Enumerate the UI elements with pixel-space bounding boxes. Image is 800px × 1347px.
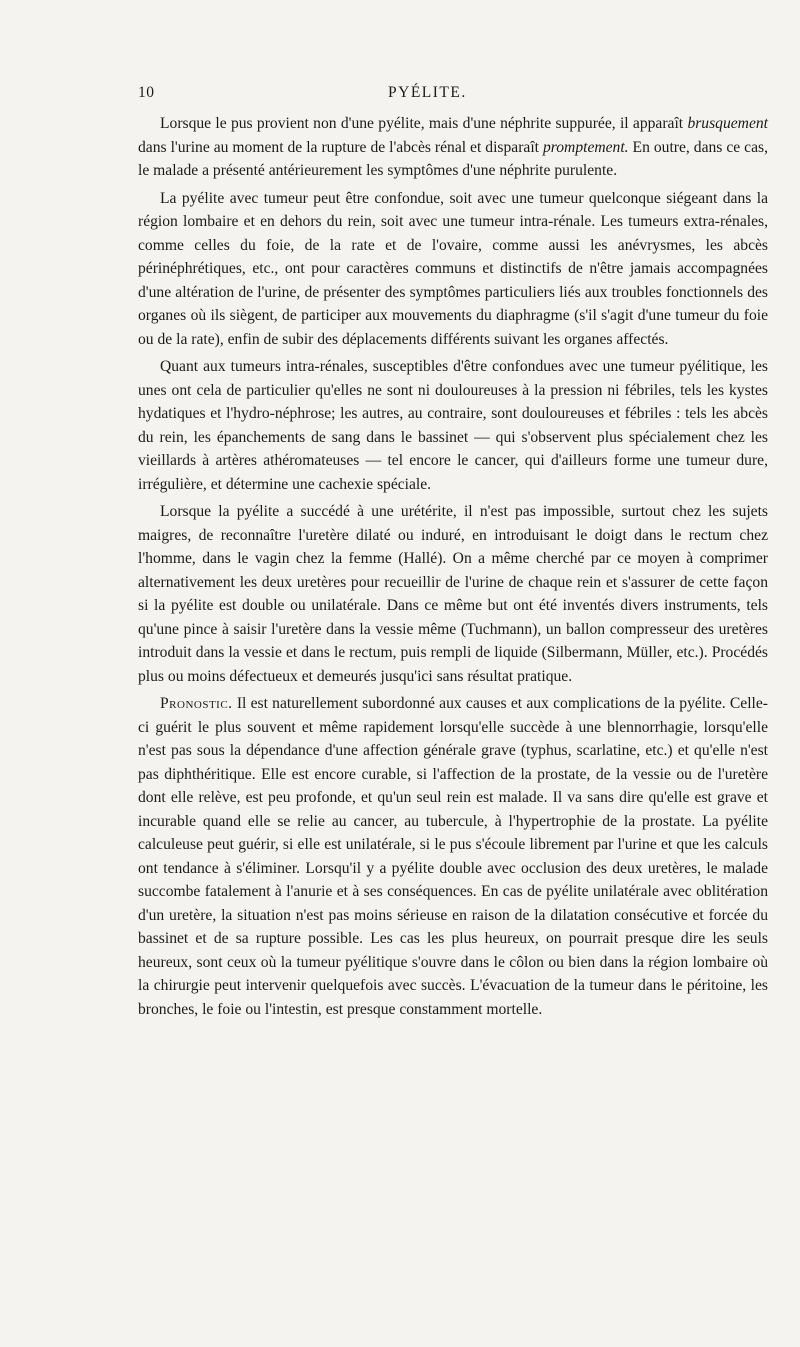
running-title: PYÉLITE. [388,84,467,101]
paragraph-ureterite: Lorsque la pyélite a succédé à une urétérite, il n'est pas impossible, surtout chez les sujets maigres, de reconnaître l'uretère dilaté ou induré, en introduisant le doigt dans le rectum chez l'homme, dans le vagin chez la femme (Hallé). On a même cherché par ce moyen à comprimer alternativement les deux uretères pour recueillir de l'urine de chaque rein et s'assurer de cette façon si la pyélite est double ou unilatérale. Dans ce même but ont été inventés divers instruments, tels qu'une pince à saisir l'uretère dans la vessie même (Tuchmann), un ballon compresseur des uretères introduit dans la vessie et dans le rectum, puis rempli de liquide (Silbermann, Müller, etc.). Procédés plus ou moins défectueux et demeurés jusqu'ici sans résultat pratique. [138,503,768,685]
paragraph-pronostic: Pronostic. Il est naturellement subordonné aux causes et aux complications de la pyélite. Celle-ci guérit le plus souvent et même rapidement lorsqu'elle succède à une blennorrhagie, lorsqu'elle n'est pas sous la dépendance d'une affection générale grave (typhus, scarlatine, etc.) et qu'elle n'est pas diphthéritique. Elle est encore curable, si l'affection de la prostate, de la vessie ou de l'uretère dont elle relève, est peu profonde, et qu'un seul rein est malade. Il va sans dire qu'elle est grave et incurable quand elle se relie au cancer, au tubercule, à l'hypertrophie de la prostate. La pyélite calculeuse peut guérir, si elle est unilatérale, si le pus s'écoule librement par l'urine et que les calculs ont tendance à s'éliminer. Lorsqu'il y a pyélite double avec occlusion des deux uretères, le malade succombe fatalement à l'anurie et à ses conséquences. En cas de pyélite unilatérale avec oblitération d'un uretère, la situation n'est pas moins sérieuse en raison de la dilatation consécutive et forcée du bassinet et de sa rupture possible. Les cas les plus heureux, on pourrait presque dire les seuls heureux, sont ceux où la tumeur pyélitique s'ouvre dans le côlon ou bien dans la région lombaire où la chirurgie peut intervenir quelquefois avec succès. L'évacuation de la tumeur dans le péritoine, les bronches, le foie ou l'intestin, est presque constamment mortelle. [138,695,768,1018]
book-page [138,84,768,1025]
page-number: 10 [138,84,155,101]
paragraph-nephrite: Lorsque le pus provient non d'une pyélite, mais d'une néphrite suppurée, il apparaît brusquement dans l'urine au moment de la rupture de l'abcès rénal et disparaît promptement. En outre, dans ce cas, le malade a présenté antérieurement les symptômes d'une néphrite purulente. [138,115,768,179]
section-heading-pronostic: Pronostic. [160,695,233,712]
body-text [138,112,768,1021]
paragraph-intra-renales: Quant aux tumeurs intra-rénales, susceptibles d'être confondues avec une tumeur pyélitique, les unes ont cela de particulier qu'elles ne sont ni douloureuses à la pression ni fébriles, tels les kystes hydatiques et l'hydro-néphrose; les autres, au contraire, sont douloureuses et fébriles : tels les abcès du rein, les épanchements de sang dans le bassinet — qui s'observent plus spécialement chez les vieillards à artères athéromateuses — tel encore le cancer, qui d'ailleurs forme une tumeur dure, irrégulière, et détermine une cachexie spéciale. [138,358,768,493]
running-head [138,84,768,106]
paragraph-tumeur: La pyélite avec tumeur peut être confondue, soit avec une tumeur quelconque siégeant dans la région lombaire et en dehors du rein, soit avec une tumeur intra-rénale. Les tumeurs extra-rénales, comme celles du foie, de la rate et de l'ovaire, comme aussi les anévrysmes, les abcès périnéphrétiques, etc., ont pour caractères communs et distinctifs de n'être jamais accompagnées d'une altération de l'urine, de présenter des symptômes particuliers liés aux troubles fonctionnels des organes où ils siègent, de participer aux mouvements du diaphragme (s'il s'agit d'une tumeur du foie ou de la rate), enfin de subir des déplacements différents suivant les organes affectés. [138,189,768,348]
